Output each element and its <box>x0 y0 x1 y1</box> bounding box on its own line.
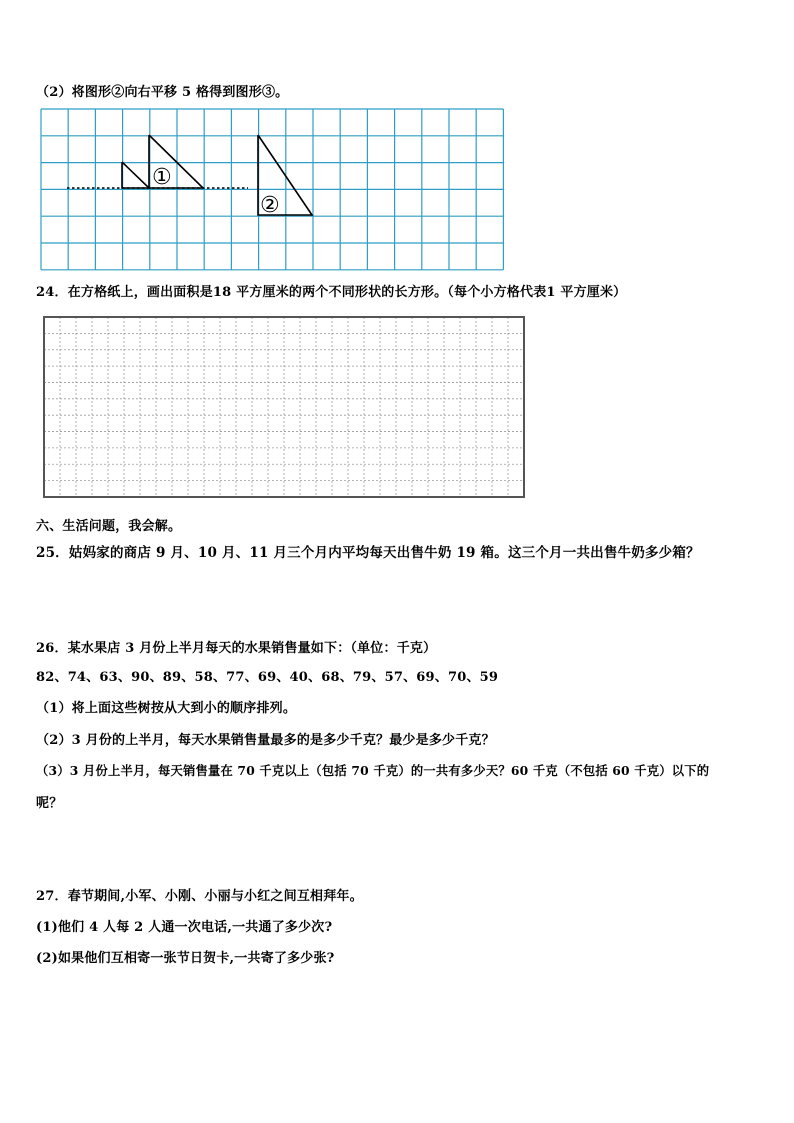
q26-part2: （2）3 月份的上半月，每天水果销售量最多的是多少千克？最少是多少千克？ <box>36 733 495 748</box>
shape-1-label: ① <box>152 165 172 190</box>
q24-text: 24．在方格纸上，画出面积是18 平方厘米的两个不同形状的长方形。（每个小方格代表1 平方厘米） <box>36 285 627 300</box>
q27-part2: (2)如果他们互相寄一张节日贺卡,一共寄了多少张? <box>36 951 335 966</box>
q26-part1: （1）将上面这些树按从大到小的顺序排列。 <box>36 701 297 716</box>
shape-1-small-triangle <box>122 162 149 188</box>
dotted-grid-paper <box>42 315 526 499</box>
q26-part3: （3）3 月份上半月，每天销售量在 70 千克以上（包括 70 千克）的一共有多少天？60 千克（不包括 60 千克）以下的 <box>36 763 710 778</box>
q26-data: 82、74、63、90、89、58、77、69、40、68、79、57、69、70、59 <box>36 670 499 685</box>
q26-stem: 26．某水果店 3 月份上半月每天的水果销售量如下：（单位：千克） <box>36 641 437 656</box>
q23-part2-text: （2）将图形②向右平移 5 格得到图形③。 <box>36 85 289 100</box>
shape-2-label: ② <box>260 193 280 218</box>
section-6-heading: 六、生活问题，我会解。 <box>36 519 182 534</box>
q25-text: 25．姑妈家的商店 9 月、10 月、11 月三个月内平均每天出售牛奶 19 箱。这三个月一共出售牛奶多少箱？ <box>36 545 700 561</box>
q26-part3-continued: 呢？ <box>36 796 63 811</box>
translation-grid-figure <box>40 108 506 272</box>
q27-part1: (1)他们 4 人每 2 人通一次电话,一共通了多少次? <box>36 920 333 935</box>
q27-stem: 27．春节期间,小军、小刚、小丽与小红之间互相拜年。 <box>36 889 363 904</box>
